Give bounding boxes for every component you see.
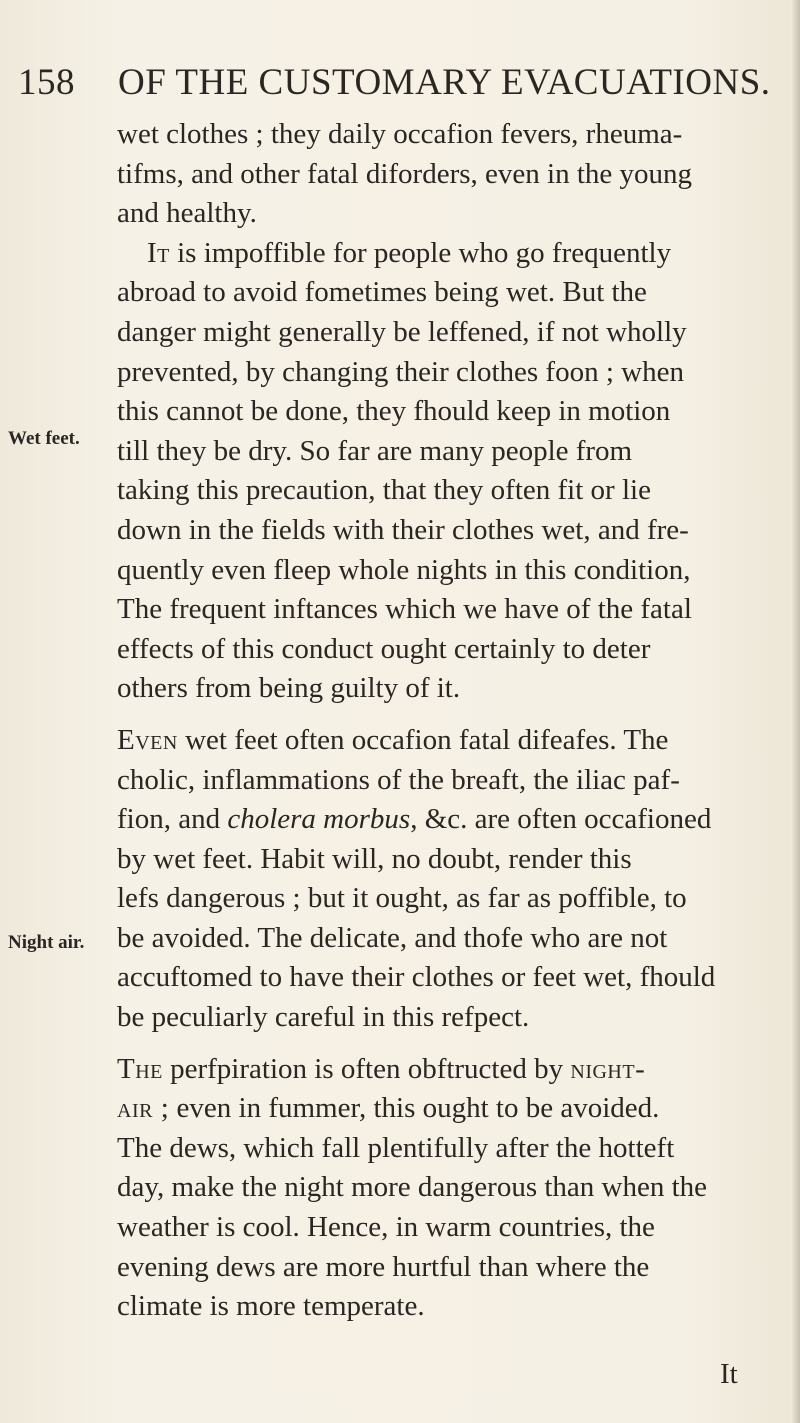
catchword: It	[720, 1358, 738, 1390]
text-line: wet clothes ; they daily occafion fevers, rheuma-	[117, 118, 683, 150]
text-line	[117, 1089, 797, 1129]
text-run: is impoffible for people who go frequently	[169, 236, 672, 269]
smallcaps-phrase: air ;	[117, 1092, 170, 1125]
text-line	[117, 800, 797, 840]
margin-note-wet-feet: Wet feet.	[8, 428, 80, 449]
text-line: tifms, and other fatal diforders, even in the young	[117, 157, 693, 190]
text-line: The frequent inftances which we have of the fatal	[117, 593, 692, 626]
running-title: OF THE CUSTOMARY EVACUATIONS.	[118, 62, 771, 103]
text-line	[117, 721, 797, 761]
text-run: wet feet often occafion fatal difeafes. The	[177, 723, 669, 756]
text-line: danger might generally be leffened, if not wholly	[117, 315, 687, 348]
text-line: abroad to avoid fometimes being wet. But the	[117, 276, 647, 309]
text-line: till they be dry. So far are many people from	[117, 434, 633, 467]
body-text	[117, 115, 797, 1327]
text-run: fion, and	[117, 803, 228, 836]
text-line	[117, 234, 797, 274]
italic-phrase: cholera morbus	[227, 803, 411, 836]
text-line: this cannot be done, they fhould keep in motion	[117, 395, 671, 428]
text-line: lefs dangerous ; but it ought, as far as poffible, to	[117, 882, 687, 915]
text-line: weather is cool. Hence, in warm countries, the	[117, 1211, 655, 1244]
smallcaps-phrase: night-	[570, 1052, 646, 1085]
paragraph-lead: It	[147, 236, 170, 269]
text-line: prevented, by changing their clothes foon ; when	[117, 355, 684, 388]
text-line: evening dews are more hurtful than where the	[117, 1250, 650, 1283]
text-line: others from being guilty of it.	[117, 672, 461, 705]
text-run: , &c. are often occafioned	[410, 803, 712, 836]
text-line: climate is more temperate.	[117, 1290, 425, 1323]
text-line: effects of this conduct ought certainly to deter	[117, 632, 651, 665]
paragraph-lead: Even	[117, 723, 178, 756]
text-line: quently even fleep whole nights in this condition,	[117, 553, 691, 586]
text-line: cholic, inflammations of the breaft, the iliac paf-	[117, 763, 680, 796]
text-line: taking this precaution, that they often fit or lie	[117, 474, 651, 507]
text-line: be peculiarly careful in this refpect.	[117, 1001, 530, 1034]
text-line: down in the fields with their clothes wet, and fre-	[117, 513, 689, 546]
margin-note-night-air: Night air.	[8, 932, 85, 953]
text-run: even in fummer, this ought to be avoided.	[169, 1092, 660, 1125]
text-line: accuftomed to have their clothes or feet wet, fhould	[117, 961, 716, 994]
text-line: day, make the night more dangerous than when the	[117, 1171, 708, 1204]
text-run: perfpiration is often obftructed by	[162, 1052, 571, 1085]
page-number: 158	[18, 62, 75, 103]
paragraph-lead: The	[117, 1052, 163, 1085]
page-header	[18, 58, 788, 108]
text-line: by wet feet. Habit will, no doubt, render this	[117, 842, 632, 875]
text-line	[117, 1050, 797, 1090]
text-line: The dews, which fall plentifully after the hotteft	[117, 1131, 675, 1164]
text-line: be avoided. The delicate, and thofe who are not	[117, 921, 668, 954]
text-line: and healthy.	[117, 197, 257, 230]
